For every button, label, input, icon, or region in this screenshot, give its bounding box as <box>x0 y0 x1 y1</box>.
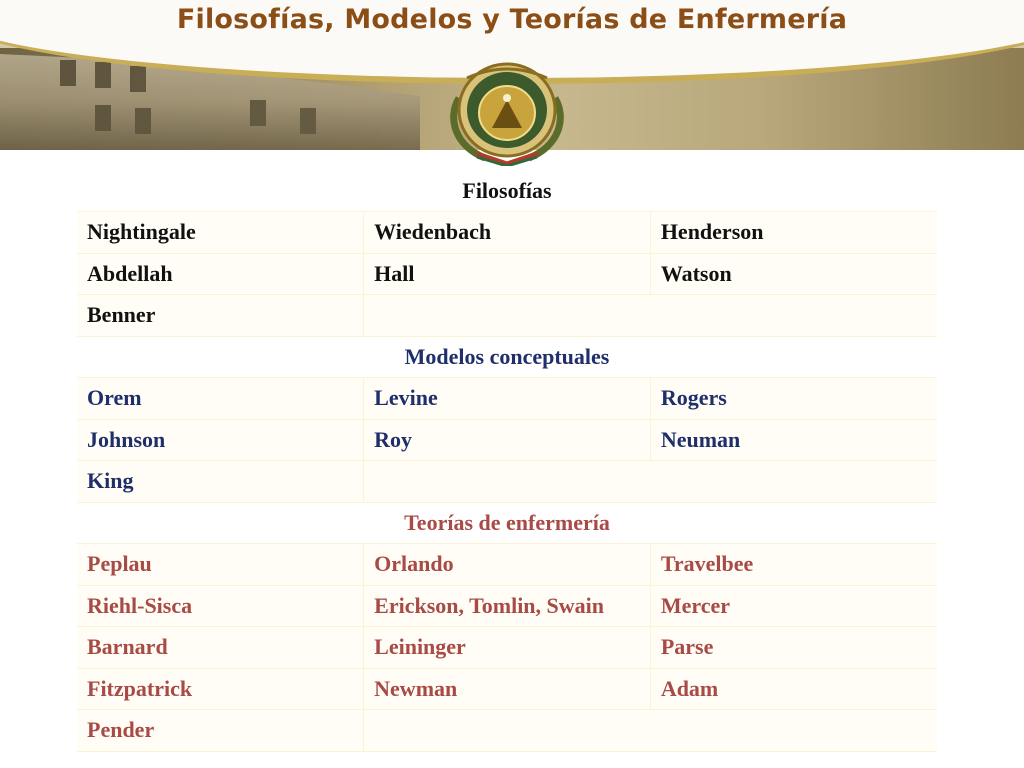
table-cell: Nightingale <box>77 212 364 254</box>
table-row <box>77 419 937 461</box>
table-cell: Fitzpatrick <box>77 668 364 710</box>
table-cell: Watson <box>650 253 937 295</box>
table-row <box>77 461 937 503</box>
table-row <box>77 710 937 752</box>
table-cell: Wiedenbach <box>364 212 651 254</box>
table-cell: Roy <box>364 419 651 461</box>
table-cell: Pender <box>77 710 364 752</box>
table-row <box>77 668 937 710</box>
table-cell: Hall <box>364 253 651 295</box>
section-header-row <box>77 170 937 212</box>
table-cell: Mercer <box>650 585 937 627</box>
section-header-modelos: Modelos conceptuales <box>77 336 937 378</box>
table-cell: Neuman <box>650 419 937 461</box>
empty-cell <box>364 710 937 752</box>
section-header-filosofias: Filosofías <box>77 170 937 212</box>
table-cell: Travelbee <box>650 544 937 586</box>
table-cell: Barnard <box>77 627 364 669</box>
table-cell: Parse <box>650 627 937 669</box>
nursing-theorists-table <box>77 170 937 752</box>
table-cell: Orem <box>77 378 364 420</box>
table-cell: Riehl-Sisca <box>77 585 364 627</box>
table-cell: Benner <box>77 295 364 337</box>
table-cell: Leininger <box>364 627 651 669</box>
table-cell: Erickson, Tomlin, Swain <box>364 585 651 627</box>
table-cell: Johnson <box>77 419 364 461</box>
table-row <box>77 627 937 669</box>
table-row <box>77 253 937 295</box>
table-cell: Abdellah <box>77 253 364 295</box>
table-row <box>77 295 937 337</box>
table-cell: Newman <box>364 668 651 710</box>
table-cell: Peplau <box>77 544 364 586</box>
table-row <box>77 544 937 586</box>
table-row <box>77 585 937 627</box>
empty-cell <box>364 461 937 503</box>
section-header-row <box>77 502 937 544</box>
table-row <box>77 212 937 254</box>
section-header-row <box>77 336 937 378</box>
table-cell: King <box>77 461 364 503</box>
table-cell: Orlando <box>364 544 651 586</box>
section-header-teorias: Teorías de enfermería <box>77 502 937 544</box>
table-cell: Rogers <box>650 378 937 420</box>
table-cell: Henderson <box>650 212 937 254</box>
empty-cell <box>364 295 937 337</box>
table-row <box>77 378 937 420</box>
university-crest-icon <box>437 58 577 166</box>
table-cell: Adam <box>650 668 937 710</box>
slide-title: Filosofías, Modelos y Teorías de Enfermería <box>176 4 848 35</box>
table-cell: Levine <box>364 378 651 420</box>
